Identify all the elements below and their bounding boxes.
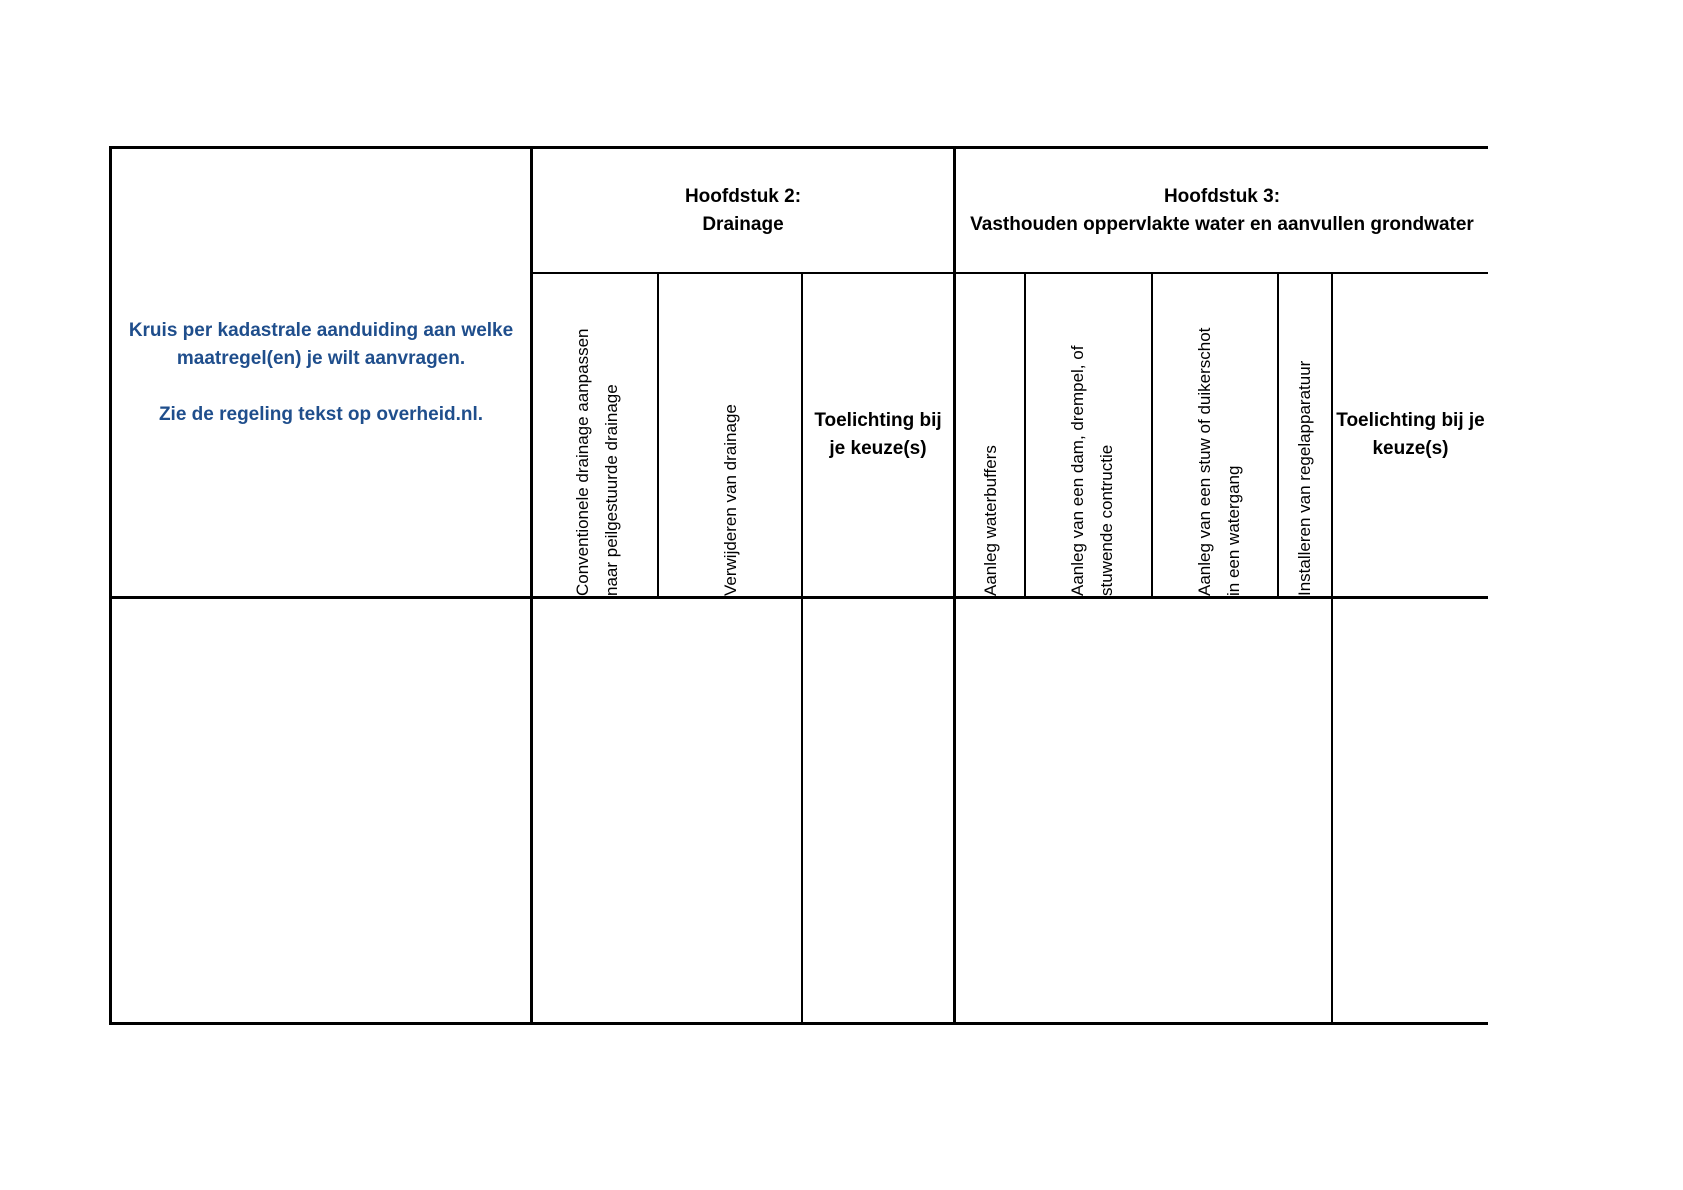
column-header-line-1: Aanleg waterbuffers (981, 445, 1000, 596)
chapter2-heading (533, 149, 953, 272)
notes-line-2: je keuze(s) (829, 438, 927, 459)
chapter2-notes-header (803, 274, 953, 596)
intro-line-3: Zie de regeling tekst op overheid.nl. (158, 403, 484, 425)
chapter3-label: Hoofdstuk 3: (1163, 185, 1281, 207)
column-header-line-2: stuwende contructie (1097, 444, 1116, 596)
column-header (1153, 274, 1277, 596)
column-header-line-2: naar peilgestuurde drainage (602, 384, 621, 596)
column-header-line-1: Installeren van regelapparatuur (1295, 360, 1314, 596)
column-header (1279, 274, 1331, 596)
column-header (1026, 274, 1151, 596)
chapter2-measures-input-cell[interactable] (533, 599, 801, 1022)
notes-line-1: Toelichting bij (814, 410, 942, 431)
column-header-line-1: Conventionele drainage aanpassen (573, 328, 592, 596)
column-header (956, 274, 1024, 596)
border-bottom (110, 1022, 1488, 1025)
column-header (533, 274, 657, 596)
intro-line-1: Kruis per kadastrale aanduiding aan welke (128, 319, 514, 341)
chapter3-measures-input-cell[interactable] (956, 599, 1331, 1022)
column-header (659, 274, 801, 596)
chapter2-notes-input-cell[interactable] (803, 599, 953, 1022)
chapter3-notes-header (1333, 274, 1488, 596)
intro-instructions (112, 149, 530, 596)
intro-line-2: maatregel(en) je wilt aanvragen. (176, 347, 466, 369)
chapter3-title: Vasthouden oppervlakte water en aanvullen grondwater (970, 213, 1474, 235)
chapter2-label: Hoofdstuk 2: (684, 185, 802, 207)
column-header-line-1: Aanleg van een dam, drempel, of (1068, 345, 1087, 596)
column-header-line-2: in een watergang (1224, 465, 1243, 596)
cadastral-designation-input-cell[interactable] (112, 599, 530, 1022)
column-header-line-1: Verwijderen van drainage (721, 404, 740, 596)
notes-line-2: keuze(s) (1372, 438, 1449, 459)
chapter3-notes-input-cell[interactable] (1333, 599, 1488, 1022)
notes-line-1: Toelichting bij je (1336, 410, 1485, 431)
chapter2-title: Drainage (702, 213, 784, 235)
chapter3-heading (956, 149, 1488, 272)
column-header-line-1: Aanleg van een stuw of duikerschot (1195, 327, 1214, 596)
